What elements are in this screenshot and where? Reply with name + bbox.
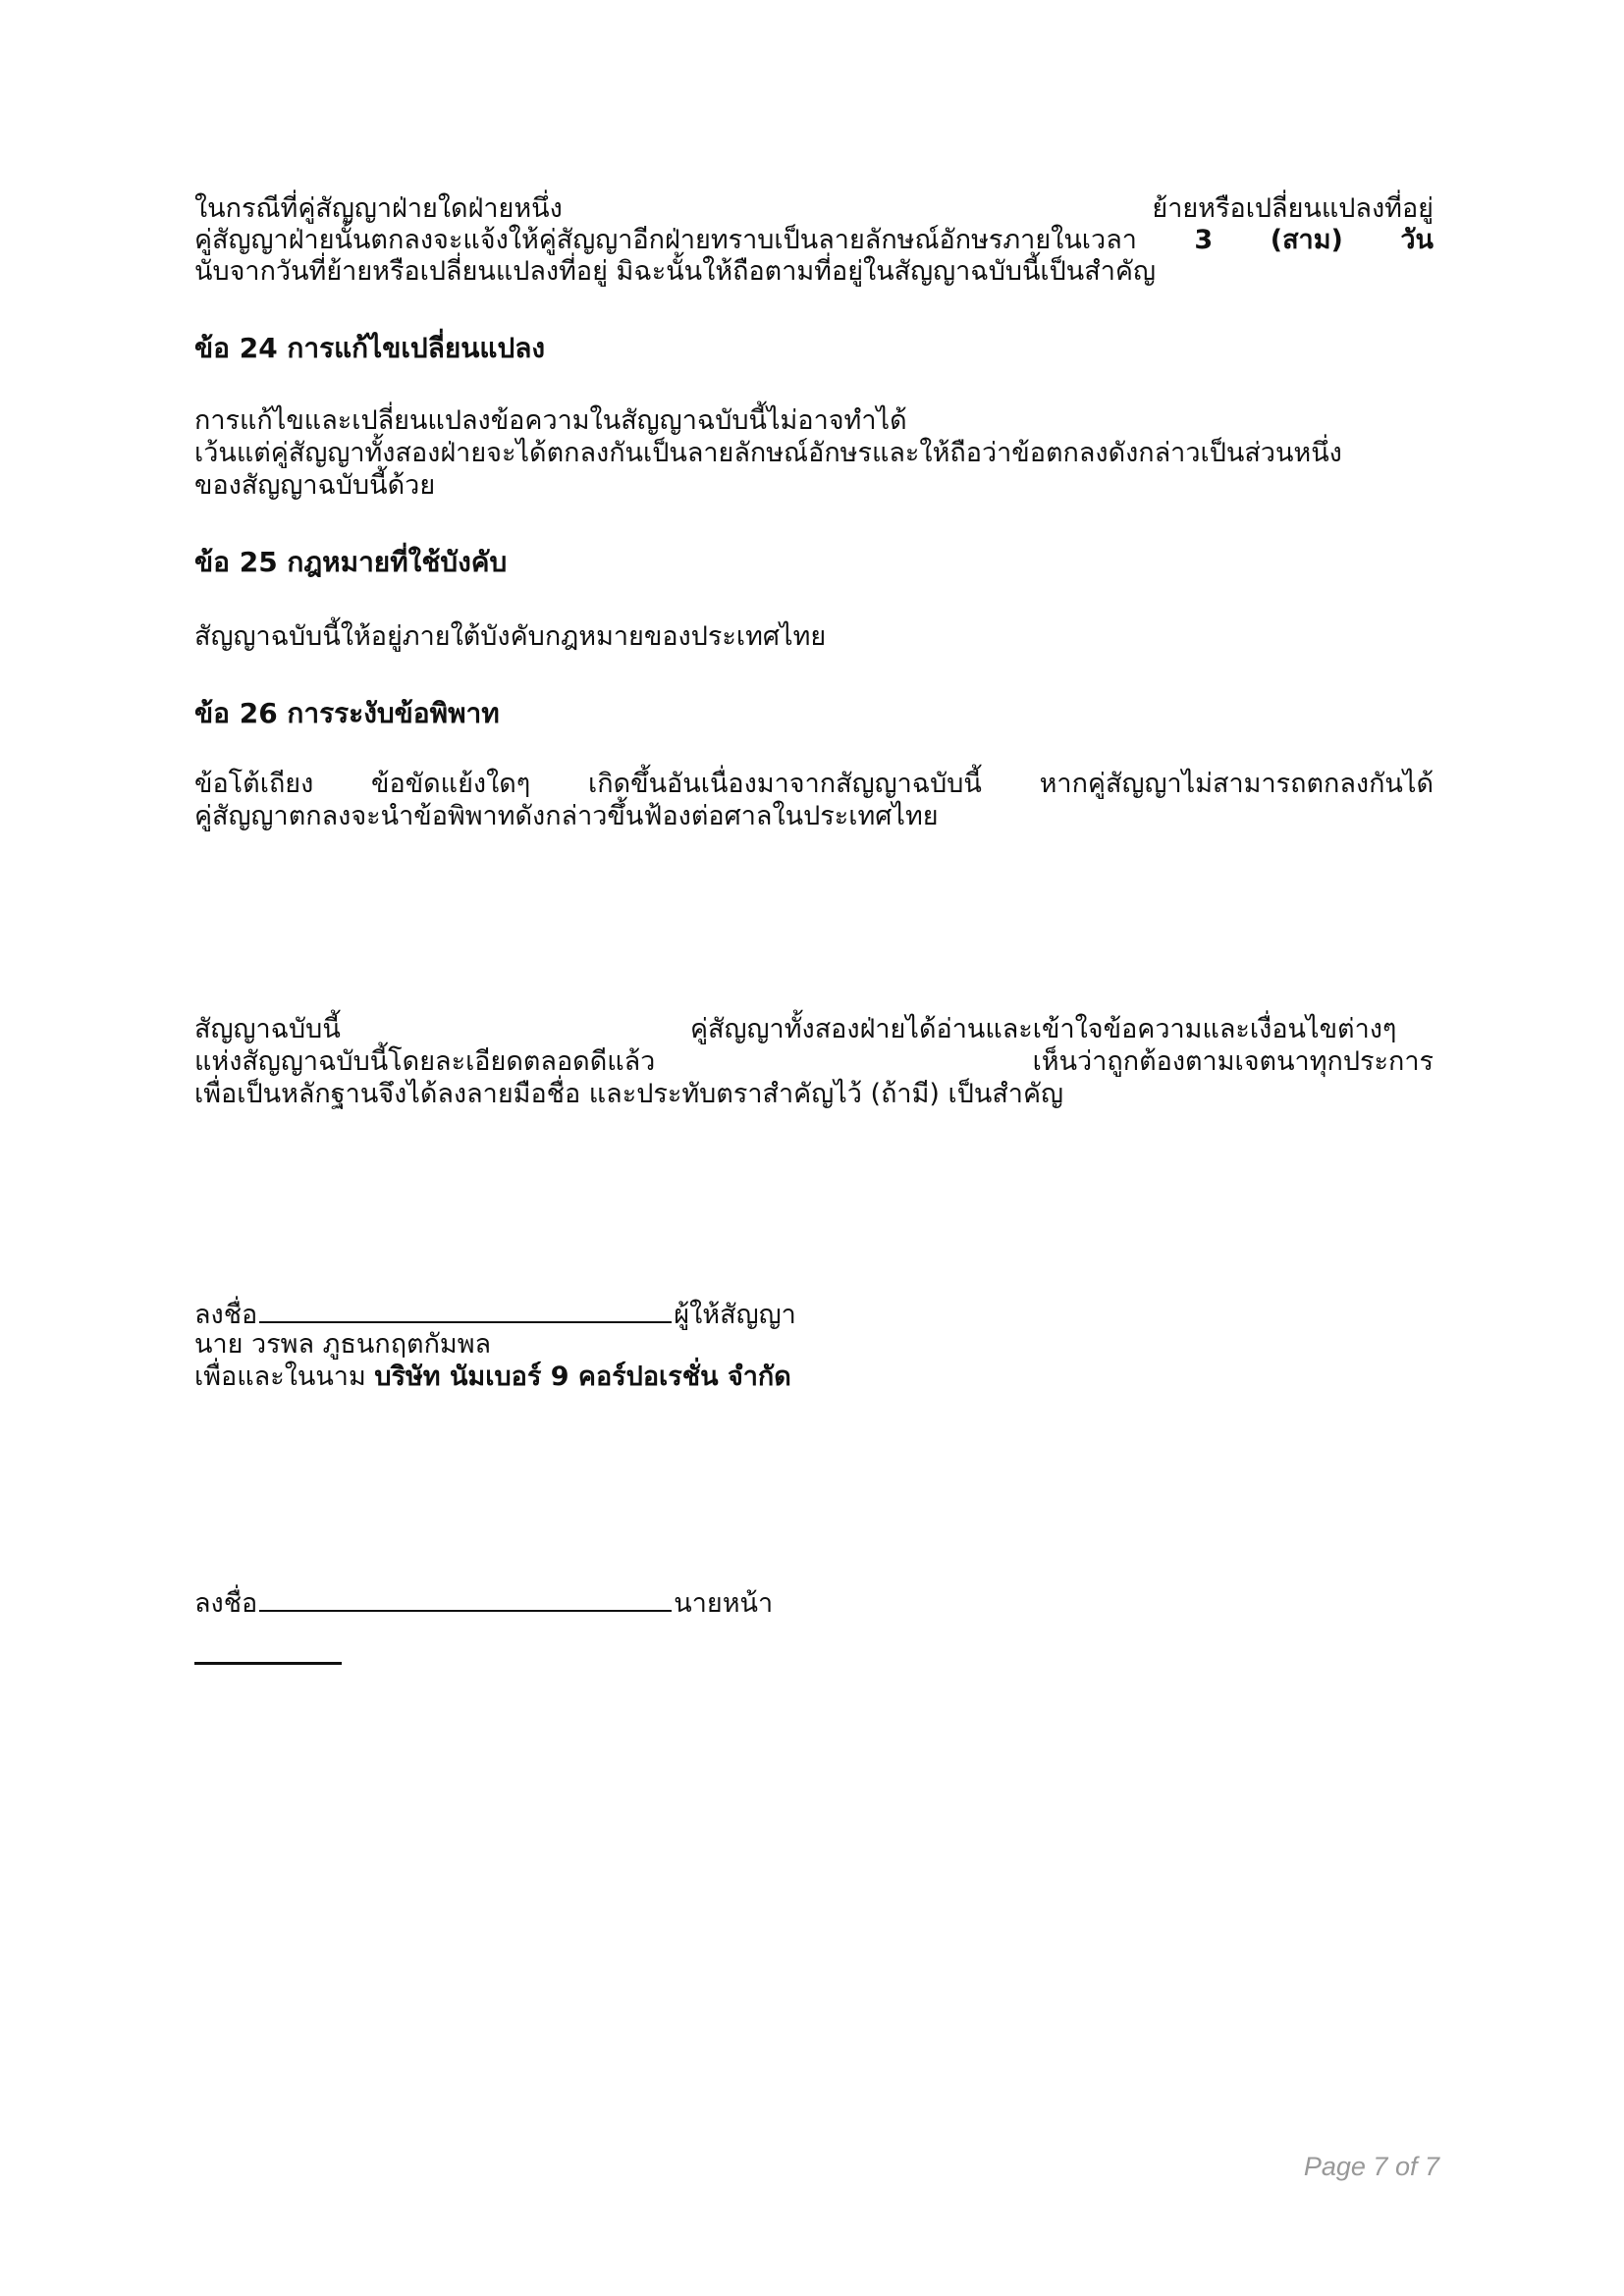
notice-days-unit: วัน [1400,225,1434,255]
address-change-right: ย้ายหรือเปลี่ยนแปลงที่อยู่ [1152,193,1434,224]
section-26-word: เกิดขึ้นอันเนื่องมาจากสัญญาฉบับนี้ [588,769,982,799]
notice-days-number: 3 [1194,225,1214,255]
broker-role: นายหน้า [674,1588,774,1619]
short-divider [194,1662,342,1665]
address-change-line-3: นับจากวันที่ย้ายหรือเปลี่ยนแปลงที่อยู่ มิฉะนั้นให้ถือตามที่อยู่ในสัญญาฉบับนี้เป็นสำคัญ [194,256,1156,287]
broker-sign-label: ลงชื่อ [194,1588,258,1619]
section-26-heading: ข้อ 26 การระงับข้อพิพาท [194,697,500,729]
broker-signature-line [194,1584,1434,1621]
section-24-line-2: เว้นแต่คู่สัญญาทั้งสองฝ่ายจะได้ตกลงกันเป็นลายลักษณ์อักษรและให้ถือว่าข้อตกลงดังกล่าวเป็นส่วนหนึ่ง [194,438,1342,468]
grantor-on-behalf [194,1361,1434,1394]
section-26-word: หากคู่สัญญาไม่สามารถตกลงกันได้ [1039,769,1434,799]
broker-signature-field[interactable] [259,1584,672,1612]
closing-line-1 [194,1013,1434,1046]
address-change-line-1 [194,192,1434,226]
section-25-heading: ข้อ 25 กฎหมายที่ใช้บังคับ [194,546,508,578]
section-24-heading: ข้อ 24 การแก้ไขเปลี่ยนแปลง [194,332,546,364]
closing-line-2-left: แห่งสัญญาฉบับนี้โดยละเอียดตลอดดีแล้ว [194,1046,656,1077]
section-26-line-2: คู่สัญญาตกลงจะนำข้อพิพาทดังกล่าวขึ้นฟ้องต่อศาลในประเทศไทย [194,801,939,831]
notice-days-words: (สาม) [1270,225,1343,255]
address-change-line-2 [194,224,1434,257]
closing-line-2 [194,1045,1434,1079]
section-24-line-3: ของสัญญาฉบับนี้ด้วย [194,470,436,501]
closing-line-1-left: สัญญาฉบับนี้ [194,1014,341,1044]
closing-line-2-right: เห็นว่าถูกต้องตามเจตนาทุกประการ [1032,1046,1434,1077]
section-26-line-1 [194,768,1434,801]
page-number: Page 7 of 7 [1303,2152,1439,2181]
grantor-role: ผู้ให้สัญญา [674,1300,796,1330]
company-name: บริษัท นัมเบอร์ 9 คอร์ปอเรชั่น จำกัด [374,1362,791,1392]
address-change-notice-text: คู่สัญญาฝ่ายนั้นตกลงจะแจ้งให้คู่สัญญาอีกฝ่ายทราบเป็นลายลักษณ์อักษรภายในเวลา [194,225,1137,255]
grantor-name: นาย วรพล ภูธนกฤตกัมพล [194,1329,492,1360]
grantor-signature-line [194,1296,1434,1332]
section-26-word: ข้อขัดแย้งใดๆ [371,769,531,799]
section-24-line-1: การแก้ไขและเปลี่ยนแปลงข้อความในสัญญาฉบับนี้ไม่อาจทำได้ [194,405,907,436]
grantor-sign-label: ลงชื่อ [194,1300,258,1330]
on-behalf-prefix: เพื่อและในนาม [194,1362,366,1392]
section-25-line-1: สัญญาฉบับนี้ให้อยู่ภายใต้บังคับกฎหมายของประเทศไทย [194,621,827,652]
closing-line-3: เพื่อเป็นหลักฐานจึงได้ลงลายมือชื่อ และประทับตราสำคัญไว้ (ถ้ามี) เป็นสำคัญ [194,1079,1064,1109]
grantor-signature-field[interactable] [259,1296,672,1323]
address-change-left: ในกรณีที่คู่สัญญาฝ่ายใดฝ่ายหนึ่ง [194,193,563,224]
closing-line-1-right: คู่สัญญาทั้งสองฝ่ายได้อ่านและเข้าใจข้อความและเงื่อนไขต่างๆ [690,1014,1397,1044]
section-26-word: ข้อโต้เถียง [194,769,314,799]
